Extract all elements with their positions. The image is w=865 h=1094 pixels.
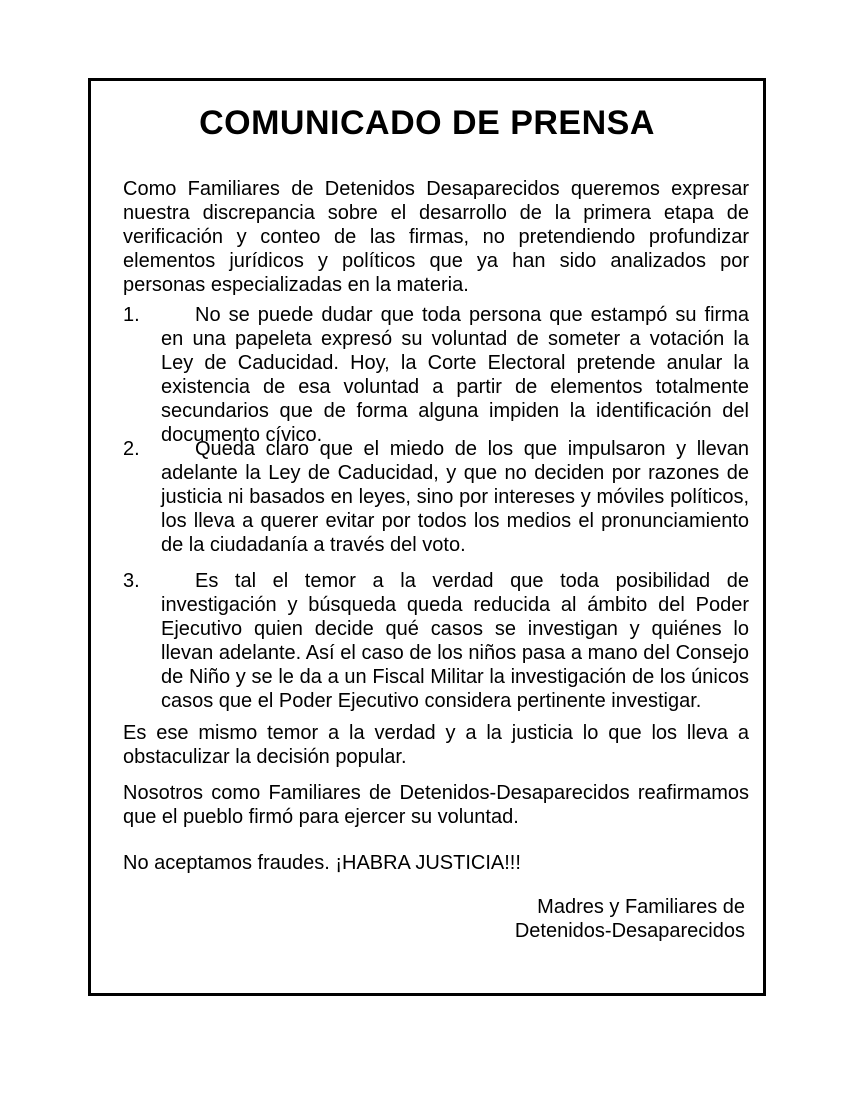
- press-release-frame: [88, 78, 766, 996]
- fear-paragraph: Es ese mismo temor a la verdad y a la justicia lo que los lleva a obstaculizar la decisión popular.: [123, 722, 749, 768]
- list-item: [123, 437, 749, 557]
- list-item-number: 3.: [123, 570, 140, 592]
- list-item-number: 1.: [123, 304, 140, 326]
- list-item-text: No se puede dudar que toda persona que estampó su firma en una papeleta expresó su voluntad de someter a votación la Ley de Caducidad. Hoy, la Corte Electoral pretende anular la existencia de esa voluntad a partir de elementos totalmente secundarios que de forma alguna impiden la identificación del documento cívico.: [161, 304, 749, 446]
- signature-line-2: Detenidos-Desaparecidos: [514, 920, 745, 942]
- list-item: [123, 569, 749, 713]
- reaffirm-paragraph: Nosotros como Familiares de Detenidos-Desaparecidos reafirmamos que el pueblo firmó para ejercer su voluntad.: [123, 782, 749, 828]
- list-item: [123, 303, 749, 447]
- list-item-text: Es tal el temor a la verdad que toda posibilidad de investigación y búsqueda queda reducida al ámbito del Poder Ejecutivo quien decide qué casos se investigan y quiénes lo llevan adelante. Así el caso de los niños pasa a mano del Consejo de Niño y se le da a un Fiscal Militar la investigación de los únicos casos que el Poder Ejecutivo considera pertinente investigar.: [161, 570, 749, 712]
- page-title: COMUNICADO DE PRENSA: [199, 104, 655, 142]
- signature-line-1: Madres y Familiares de: [537, 896, 745, 918]
- intro-paragraph: Como Familiares de Detenidos Desaparecidos queremos expresar nuestra discrepancia sobre el desarrollo de la primera etapa de verificación y conteo de las firmas, no pretendiendo profundizar elementos jurídicos y políticos que ya han sido analizados por personas especializadas en la materia.: [123, 178, 749, 296]
- signature-block: [515, 895, 745, 943]
- list-item-text: Queda claro que el miedo de los que impulsaron y llevan adelante la Ley de Caducidad, y que no deciden por razones de justicia ni basados en leyes, sino por intereses y móviles políticos, los lleva a querer evitar por todos los medios el pronunciamiento de la ciudadanía a través del voto.: [161, 438, 749, 556]
- list-item-number: 2.: [123, 438, 140, 460]
- closing-paragraph: No aceptamos fraudes. ¡HABRA JUSTICIA!!!: [123, 852, 521, 874]
